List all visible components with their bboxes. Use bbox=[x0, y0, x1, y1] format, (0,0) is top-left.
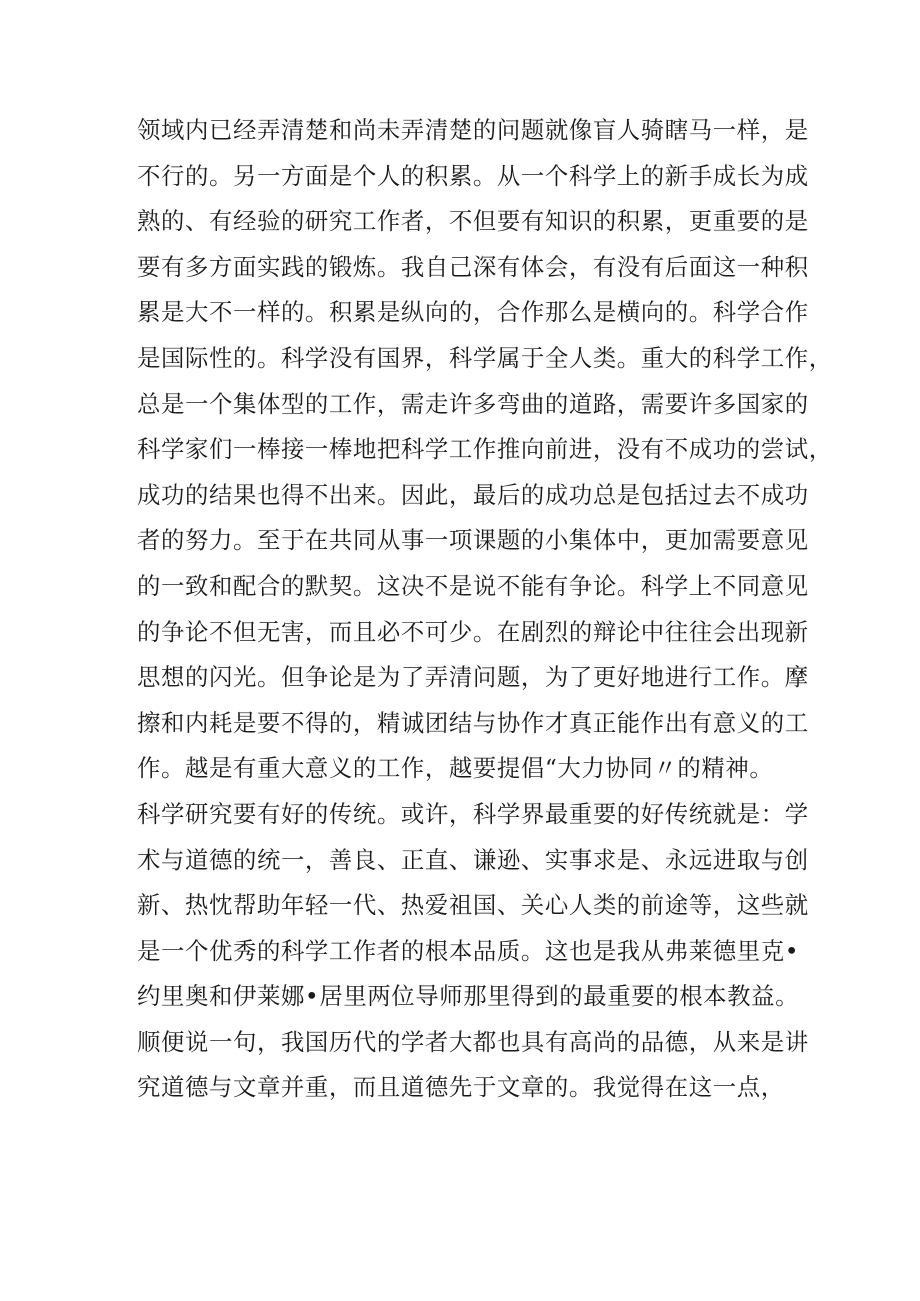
text-line: 总是一个集体型的工作，需走许多弯曲的道路，需要许多国家的 bbox=[137, 389, 809, 418]
text-line: 术与道德的统一，善良、正直、谦逊、实事求是、永远进取与创 bbox=[137, 845, 809, 874]
text-line: 擦和内耗是要不得的，精诚团结与协作才真正能作出有意义的工 bbox=[137, 708, 809, 737]
text-line: 思想的闪光。但争论是为了弄清问题，为了更好地进行工作。摩 bbox=[137, 663, 809, 692]
text-line: 要有多方面实践的锻炼。我自己深有体会，有没有后面这一种积 bbox=[137, 252, 809, 281]
text-line: 科学家们一棒接一棒地把科学工作推向前进，没有不成功的尝试， bbox=[137, 435, 833, 464]
text-line: 成功的结果也得不出来。因此，最后的成功总是包括过去不成功 bbox=[137, 480, 809, 509]
body-text bbox=[137, 108, 833, 1111]
text-line: 不行的。另一方面是个人的积累。从一个科学上的新手成长为成 bbox=[137, 161, 809, 190]
text-line: 新、热忱帮助年轻一代、热爱祖国、关心人类的前途等，这些就 bbox=[137, 891, 809, 920]
text-line: 领域内已经弄清楚和尚未弄清楚的问题就像盲人骑瞎马一样，是 bbox=[137, 116, 809, 144]
text-line: 者的努力。至于在共同从事一项课题的小集体中，更加需要意见 bbox=[137, 526, 809, 555]
text-line: 的一致和配合的默契。这决不是说不能有争论。科学上不同意见 bbox=[137, 571, 809, 600]
text-line: 约里奥和伊莱娜•居里两位导师那里得到的最重要的根本教益。 bbox=[137, 982, 800, 1011]
text-line: 科学研究要有好的传统。或许，科学界最重要的好传统就是：学 bbox=[137, 799, 809, 828]
text-line: 熟的、有经验的研究工作者，不但要有知识的积累，更重要的是 bbox=[137, 207, 809, 236]
text-line: 顺便说一句，我国历代的学者大都也具有高尚的品德，从来是讲 bbox=[137, 1027, 809, 1056]
text-line: 累是大不一样的。积累是纵向的，合作那么是横向的。科学合作 bbox=[137, 298, 809, 327]
text-line: 是一个优秀的科学工作者的根本品质。这也是我从弗莱德里克• bbox=[137, 936, 800, 965]
text-line: 的争论不但无害，而且必不可少。在剧烈的辩论中往往会出现新 bbox=[137, 617, 809, 646]
text-line: 究道德与文章并重，而且道德先于文章的。我觉得在这一点， bbox=[137, 1073, 785, 1102]
text-line: 是国际性的。科学没有国界，科学属于全人类。重大的科学工作， bbox=[137, 343, 833, 372]
text-line: 作。越是有重大意义的工作，越要提倡“大力协同〃的精神。 bbox=[137, 754, 774, 783]
